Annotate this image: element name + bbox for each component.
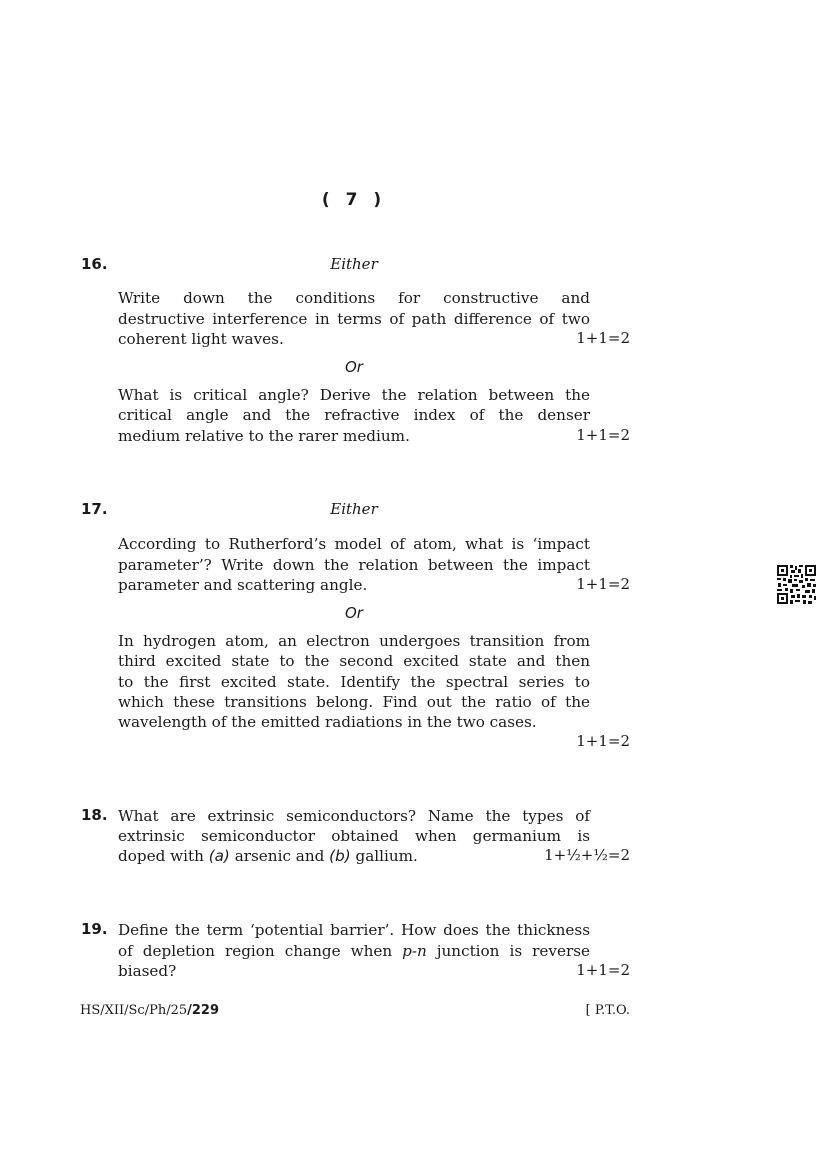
question-17-or-marks: 1+1=2	[576, 732, 630, 750]
question-19-line-2: of depletion region change when p-n junction is reverse	[118, 942, 590, 960]
question-17-or-line-4: which these transitions belong. Find out the ratio of the	[118, 693, 590, 711]
question-17-or-line-3: to the first excited state. Identify the spectral series to	[118, 673, 590, 691]
question-19-marks: 1+1=2	[576, 961, 630, 979]
paper-code: HS/XII/Sc/Ph/25/229	[80, 1003, 220, 1018]
question-19-line-1: Define the term ‘potential barrier’. How does the thickness	[118, 921, 590, 939]
question-16-or-marks: 1+1=2	[576, 426, 630, 444]
question-19-line-3: biased?	[118, 962, 177, 980]
question-17-either: Either	[330, 500, 378, 518]
pn-junction-term: p-n	[402, 942, 427, 960]
part-a-label: (a)	[208, 847, 230, 865]
question-19-number: 19.	[81, 920, 108, 938]
question-17-either-marks: 1+1=2	[576, 575, 630, 593]
part-b-label: (b)	[329, 847, 351, 865]
question-18-line-2: extrinsic semiconductor obtained when germanium is	[118, 827, 590, 845]
question-18-marks: 1+½+½=2	[544, 846, 630, 864]
question-18-line-1: What are extrinsic semiconductors? Name the types of	[118, 807, 590, 825]
question-16-either-line-2: destructive interference in terms of path difference of two	[118, 310, 590, 328]
question-17-or: Or	[345, 604, 363, 622]
question-17-number: 17.	[81, 500, 108, 518]
question-17-either-line-3: parameter and scattering angle.	[118, 576, 368, 594]
question-17-or-line-2: third excited state to the second excited state and then	[118, 652, 590, 670]
question-17-either-line-2: parameter’? Write down the relation between the impact	[118, 556, 590, 574]
please-turn-over: [ P.T.O.	[585, 1003, 630, 1018]
question-16-or-line-2: critical angle and the refractive index of the denser	[118, 406, 590, 424]
question-16-either: Either	[330, 255, 378, 273]
question-17-or-line-5: wavelength of the emitted radiations in the two cases.	[118, 713, 537, 731]
question-18-line-3: doped with (a) arsenic and (b) gallium.	[118, 847, 418, 865]
question-16-number: 16.	[81, 255, 108, 273]
question-16-or: Or	[345, 358, 363, 376]
qr-code-icon	[776, 564, 817, 605]
question-16-or-line-3: medium relative to the rarer medium.	[118, 427, 410, 445]
page-number: ( 7 )	[321, 190, 387, 210]
question-18-number: 18.	[81, 806, 108, 824]
question-16-either-marks: 1+1=2	[576, 329, 630, 347]
question-16-or-line-1: What is critical angle? Derive the relation between the	[118, 386, 590, 404]
question-16-either-line-3: coherent light waves.	[118, 330, 284, 348]
question-16-either-line-1: Write down the conditions for constructive and	[118, 289, 590, 307]
question-17-or-line-1: In hydrogen atom, an electron undergoes transition from	[118, 632, 590, 650]
question-17-either-line-1: According to Rutherford’s model of atom, what is ‘impact	[118, 535, 590, 553]
